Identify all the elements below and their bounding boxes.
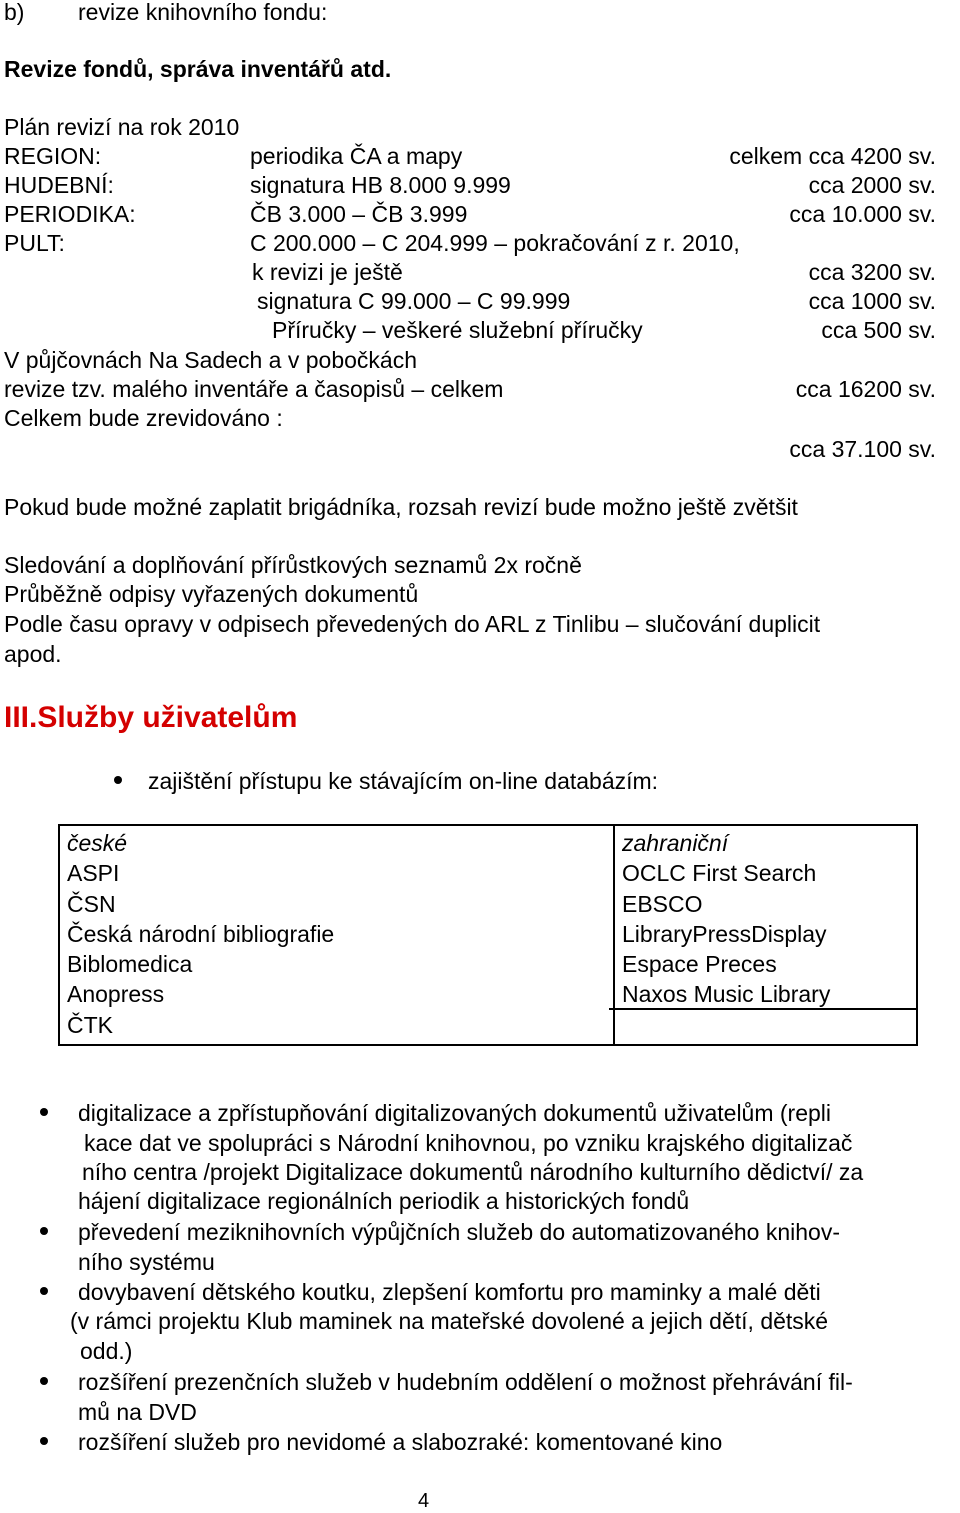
bullet-line: rozšíření prezenčních služeb v hudebním oddělení o možnost přehrávání fil- [78, 1369, 853, 1395]
table-cell: Biblomedica [67, 951, 193, 978]
table-cell: Česká národní bibliografie [67, 920, 335, 947]
plan-desc: signatura HB 8.000 9.999 [250, 172, 511, 198]
bullet-icon [40, 1227, 48, 1235]
table-column-czech [59, 825, 614, 1045]
plan-label: PULT: [4, 230, 65, 256]
table-cell: Naxos Music Library [622, 981, 831, 1008]
bullet-icon [40, 1287, 48, 1295]
plan-desc: periodika ČA a mapy [250, 143, 463, 169]
bullet-line: digitalizace a zpřístupňování digitalizovaných dokumentů uživatelům (repli [78, 1100, 832, 1126]
plan-label: HUDEBNÍ: [4, 172, 114, 198]
bullet-line: ního systému [78, 1249, 215, 1275]
section-heading: III.Služby uživatelům [4, 701, 298, 734]
total-label: Celkem bude zrevidováno : [4, 405, 283, 431]
table-column-foreign [614, 825, 917, 1045]
plan-amount: celkem cca 4200 sv. [729, 143, 936, 169]
task-line: Průběžně odpisy vyřazených dokumentů [4, 581, 419, 607]
plan-title: Plán revizí na rok 2010 [4, 114, 240, 140]
table-cell: Anopress [67, 981, 165, 1008]
plan-amount: cca 2000 sv. [808, 172, 936, 198]
bullet-line: hájení digitalizace regionálních periodik a historických fondů [78, 1188, 690, 1214]
database-table [58, 824, 918, 1046]
plan-amount: cca 500 sv. [821, 317, 936, 343]
table-divider [609, 1008, 918, 1010]
bullet-icon [114, 776, 122, 784]
table-cell: Espace Preces [622, 951, 777, 978]
table-cell: ASPI [67, 860, 120, 887]
plan-desc: signatura C 99.000 – C 99.999 [257, 288, 571, 314]
plan-desc: ČB 3.000 – ČB 3.999 [250, 201, 468, 227]
bullet-line: odd.) [80, 1338, 133, 1364]
total-amount: cca 37.100 sv. [789, 436, 936, 462]
plan-desc: k revizi je ještě [252, 259, 403, 285]
bullet-line: převedení meziknihovních výpůjčních služeb do automatizovaného knihov- [78, 1219, 840, 1245]
plan-desc: Příručky – veškeré služební příručky [272, 317, 643, 343]
task-line: Podle času opravy v odpisech převedených do ARL z Tinlibu – slučování duplicit [4, 611, 821, 637]
branches-line: V půjčovnách Na Sadech a v pobočkách [4, 347, 417, 373]
bullet-line: ního centra /projekt Digitalizace dokumentů národního kulturního dědictví/ za [82, 1159, 864, 1185]
heading: Revize fondů, správa inventářů atd. [4, 56, 392, 82]
branches-line: revize tzv. malého inventáře a časopisů – celkem [4, 376, 504, 402]
page-number: 4 [418, 1490, 430, 1512]
bullet-line: dovybavení dětského koutku, zlepšení komfortu pro maminky a malé děti [78, 1279, 821, 1305]
bullet-icon [40, 1437, 48, 1445]
bullet-line: (v rámci projektu Klub maminek na mateřské dovolené a jejich dětí, dětské [70, 1308, 829, 1334]
bullet-line: rozšíření služeb pro nevidomé a slabozraké: komentované kino [78, 1429, 723, 1455]
plan-desc: C 200.000 – C 204.999 – pokračování z r. 2010, [250, 230, 740, 256]
plan-label: PERIODIKA: [4, 201, 136, 227]
table-cell: EBSCO [622, 890, 703, 917]
bullet-icon [40, 1377, 48, 1385]
bullet-icon [40, 1108, 48, 1116]
table-cell: LibraryPressDisplay [622, 920, 827, 947]
bullet-line: mů na DVD [78, 1399, 197, 1425]
plan-amount: cca 10.000 sv. [789, 201, 936, 227]
table-cell: OCLC First Search [622, 860, 817, 887]
branches-amount: cca 16200 sv. [795, 376, 936, 402]
table-cell: ČTK [67, 1011, 113, 1038]
column-header: české [67, 830, 128, 856]
column-header: zahraniční [622, 830, 729, 856]
bullet-line: kace dat ve spolupráci s Národní knihovnou, po vzniku krajského digitalizač [84, 1130, 853, 1156]
section-marker: b) [4, 0, 25, 25]
task-line: Sledování a doplňování přírůstkových seznamů 2x ročně [4, 552, 582, 578]
db-intro: zajištění přístupu ke stávajícím on-line databázím: [148, 768, 659, 794]
task-line: apod. [4, 641, 62, 667]
note-brigadnik: Pokud bude možné zaplatit brigádníka, rozsah revizí bude možno ještě zvětšit [4, 494, 798, 520]
plan-label: REGION: [4, 143, 102, 169]
section-title: revize knihovního fondu: [78, 0, 328, 25]
plan-amount: cca 3200 sv. [808, 259, 936, 285]
plan-amount: cca 1000 sv. [808, 288, 936, 314]
table-cell: ČSN [67, 890, 116, 917]
